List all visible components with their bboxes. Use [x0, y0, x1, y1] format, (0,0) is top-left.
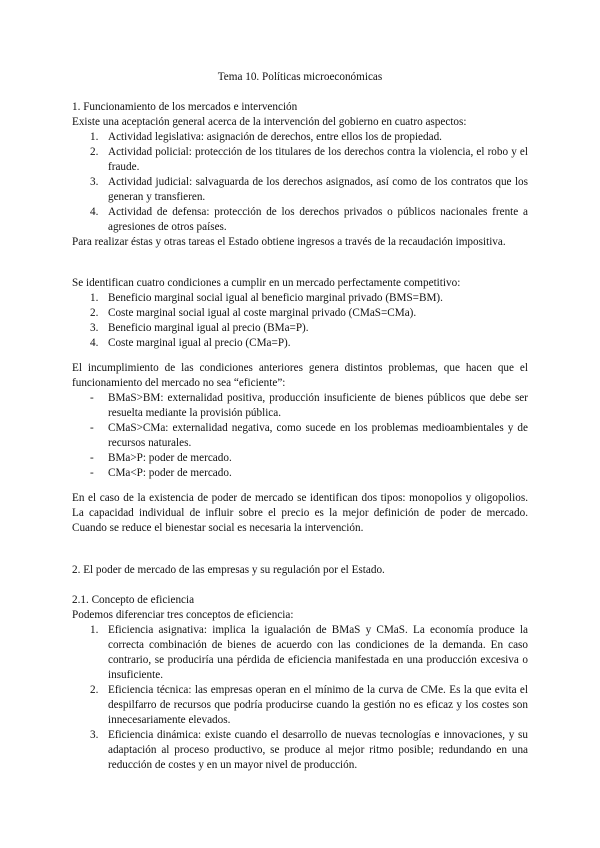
funding-paragraph: Para realizar éstas y otras tareas el Estado obtiene ingresos a través de la recaudación impositiva.	[72, 236, 506, 248]
list-item: 3. Eficiencia dinámica: existe cuando el desarrollo de nuevas tecnologías e innovaciones, y su adaptación al proceso productivo, se produce al mejor ritmo posible; redundando en una reducción de costes y en un mayor nivel de producción.	[90, 729, 528, 771]
problems-intro: El incumplimiento de las condiciones anteriores genera distintos problemas, que hacen que el funcionamiento del mercado no sea “eficiente”:	[72, 362, 528, 389]
list-item: - BMa>P: poder de mercado.	[90, 452, 232, 464]
list-item: 1. Actividad legislativa: asignación de derechos, entre ellos los de propiedad.	[90, 131, 442, 143]
list-item: 4. Actividad de defensa: protección de los derechos privados o públicos nacionales frente a agresiones de otros países.	[90, 206, 528, 233]
page-title: Tema 10. Políticas microeconómicas	[217, 71, 383, 83]
section-1	[72, 100, 528, 250]
list-item: - CMaS>CMa: externalidad negativa, como sucede en los problemas medioambientales y de recursos naturales.	[90, 422, 528, 449]
list-item: 2. Actividad policial: protección de los titulares de los derechos contra la violencia, el robo y el fraude.	[90, 146, 528, 173]
list-item: 2. Eficiencia técnica: las empresas operan en el mínimo de la curva de CMe. Es la que evita el despilfarro de recursos que podría producirse cuando la gestión no es eficaz y los costes son innecesariamente elevados.	[90, 684, 528, 726]
subsection-2-1	[72, 593, 528, 773]
list-item: - BMaS>BM: externalidad positiva, producción insuficiente de bienes públicos que debe ser resuelta mediante la provisión pública.	[90, 392, 528, 419]
list-item: 1. Eficiencia asignativa: implica la igualación de BMaS y CMaS. La economía produce la correcta combinación de bienes de acuerdo con las condiciones de la demanda. En caso contrario, se produciría una pérdida de eficiencia manifestada en una producción excesiva o insuficiente.	[90, 624, 528, 681]
section-2-heading: 2. El poder de mercado de las empresas y su regulación por el Estado.	[72, 564, 385, 576]
problems-list	[72, 391, 528, 481]
efficiency-intro: Podemos diferenciar tres conceptos de eficiencia:	[72, 609, 294, 621]
list-item: 1. Beneficio marginal social igual al beneficio marginal privado (BMS=BM).	[90, 292, 443, 304]
list-item: - CMa<P: poder de mercado.	[90, 467, 232, 479]
market-power-paragraph: En el caso de la existencia de poder de mercado se identifican dos tipos: monopolios y oligopolios. La capacidad individual de influir sobre el precio es la mejor definición de poder de mercado. Cuando se reduce el bienestar social es necesaria la intervención.	[72, 492, 528, 534]
conditions-intro: Se identifican cuatro condiciones a cumplir en un mercado perfectamente competitivo:	[72, 277, 461, 289]
subsection-2-1-heading: 2.1. Concepto de eficiencia	[72, 594, 195, 606]
list-item: 3. Actividad judicial: salvaguarda de los derechos asignados, así como de los contratos que los generan y transfieren.	[90, 176, 528, 203]
market-power-block	[72, 491, 528, 536]
section-1-intro: Existe una aceptación general acerca de la intervención del gobierno en cuatro aspectos:	[72, 116, 467, 128]
section-2	[72, 563, 528, 578]
list-item: 2. Coste marginal social igual al coste marginal privado (CMaS=CMa).	[90, 307, 417, 319]
list-item: 4. Coste marginal igual al precio (CMa=P).	[90, 337, 291, 349]
problems-block	[72, 361, 528, 481]
section-1-heading: 1. Funcionamiento de los mercados e intervención	[72, 101, 298, 113]
conditions-block	[72, 276, 528, 351]
aspects-list	[72, 130, 528, 235]
efficiency-list	[72, 623, 528, 773]
list-item: 3. Beneficio marginal igual al precio (BMa=P).	[90, 322, 309, 334]
conditions-list	[72, 291, 528, 351]
